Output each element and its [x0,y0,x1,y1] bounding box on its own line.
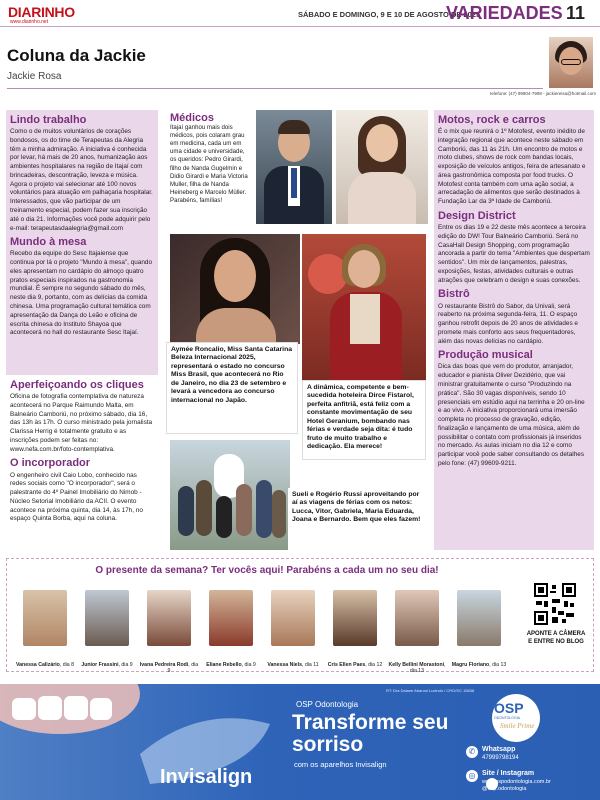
article-medicos: Itajaí ganhou mais dois médicos, pois colaram grau em medicina, cada um em uma cidade e universidade, os queridos: Pedro Girardi, filho de Nanda Gugelmin e Didio Girardi e Maria Victoria Muller, filha de Nanda Heineberg e Marcelo Müller. Parabéns, famílias! [170,124,248,204]
photo-aymee-roncalio [170,234,300,344]
person-photo [333,590,377,646]
headline-bistro: Bistrô [438,288,470,301]
person-photo [85,590,129,646]
article-mundo-a-mesa: Recebo da equipe do Sesc Itajaiense que continua por lá o projeto "Mundo à mesa", quando eles apresentam no cardápio do almoço quatro pratos especiais inspirados na gastronomia mundial. É sempre no segundo sábado do mês, neste dia 9, portanto, com as delícias da comida chinesa. Uma programação cultural temática com apresentação da Dança do Leão e oficina de escrita chinesa do Instituto Shayoa que acontecerá no hall do restaurante Sesc Itajaí. [10,250,153,337]
person-name: Cris Ellen Paes, dia 12 [327,662,383,668]
person-photo [457,590,501,646]
article-bistro: O restaurante Bistrô do Sabor, da Univali, será reaberto na próxima segunda-feira, 11. O espaço ganhou retrofit depois de 20 anos de atividades e promete mais conforto aos seus frequentadores, além das novas delícias no cardápio. [438,302,578,345]
ad-logo-sub: ODONTOLOGIA [494,716,520,720]
headline-aperfeicoando: Aperfeiçoando os cliques [10,379,144,391]
ad-logo: OSP [494,700,524,716]
ad-subtitle: com os aparelhos Invisalign [294,760,387,769]
headline-medicos: Médicos [170,112,215,124]
article-incorporador: O engenheiro civil Caio Lobo, conhecido nas redes sociais como "O incorporador", será o palestrante do 4º Painel Imobiliário do Nimob - Núcleo Setorial Imobiliário da ACII. O evento acontece na próxima quinta, dia 14, às 17h, no espaço Quinta Borba, aqui na coluna. [10,471,143,523]
person-name: Vanessa Niels, dia 11 [267,662,319,668]
globe-icon: ◎ [466,770,478,782]
person-name: Junior Frassini, dia 9 [81,662,133,668]
headline-mundo-a-mesa: Mundo à mesa [10,236,87,249]
ad-brand: OSP Odontologia [296,700,359,709]
medicos-column [166,108,254,228]
person-photo [271,590,315,646]
headline-design: Design District [438,209,516,222]
person-name: Kelly Bellini Morastoni, dia 13 [388,662,446,675]
column-contact: telefone: (47) 99904-7998 - jackiereisa@hotmail.com [490,91,596,96]
article-design: Entre os dias 19 e 22 deste mês acontece a terceira edição do DW! Tour Balneário Camboriú. Será no CasaHall Design Shopping, com programação ancorada a partir do tema "Ambientes que despertam sentidos". Um mix de lançamentos, palestras, exposições, festas, atividades culturais e outras atrações que celebram o design e suas conexões. [438,224,590,284]
person-photo [23,590,67,646]
newspaper-logo[interactable]: DIARINHO [8,4,75,20]
whatsapp-number[interactable]: 47999798194 [482,755,519,761]
left-lower-column [6,375,158,555]
photo-russi-family [170,440,290,550]
column-title: Coluna da Jackie [7,46,146,65]
page-header [0,0,600,27]
qr-instruction: APONTE A CÂMERA E ENTRE NO BLOG [526,631,586,645]
edition-date: SÁBADO E DOMINGO, 9 E 10 DE AGOSTO DE 2025 [298,10,481,19]
birthday-banner [6,558,594,675]
headline-lindo-trabalho: Lindo trabalho [10,114,87,126]
birthday-title: O presente da semana? Ter vocês aqui! Parabéns a cada um no seu dia! [95,565,439,576]
ad-product: Invisalign [160,766,253,788]
caption-aymee: Aymée Roncalio, Miss Santa Catarina Beleza Internacional 2025, representará o estado no concurso Miss Brasil, que acontecerá no Rio de Janeiro, no dia 23 de setembro e levará a vencedora ao concurso internacional no Japão. [166,342,298,434]
caption-sueli: Sueli e Rogério Russi aproveitando por aí as viagens de férias com os netos: Lucca, Vitor, Gabriela, Maria Eduarda, Joana e Bernardo. Bem que eles fazem! [288,488,426,550]
birthday-person [139,590,199,675]
person-name: Magru Floriano, dia 13 [451,662,507,668]
birthday-person [388,590,446,675]
person-photo [395,590,439,646]
headline-producao: Produção musical [438,349,533,362]
photo-maria-victoria [336,110,428,224]
article-producao: Dica das boas que vem do produtor, arranjador, educador e pianista Oliver Dezidério, que vai ministrar gratuitamente o curso "Produzindo na prática". São 30 vagas disponíveis, sendo 10 presenciais em estúdio aqui na terrinha e 20 on-line e ao vivo. A iniciativa proporcionará uma imersão completa no processo de gravação, edição, finalização e lançamento de uma música, além de possibilitar o contato com profissionais já inseridos no mercado. As aulas iniciam no dia 12 e como participar você pode saber consultando os detalhes pelo fone: (47) 99609-9211. [438,363,585,467]
birthday-person [327,590,383,668]
article-aperfeicoando: Oficina de fotografia contemplativa de natureza acontecerá no Parque Raimundo Malta, em Balneário Camboriú, no próximo sábado, dia 16, das 13h às 17h. O curso ministrado pela jornalista Clarissa Herrig é totalmente gratuito e as inscrições podem ser feitas no: www.nefa.com.br/foto-contemplativa. [10,393,153,453]
invisalign-ad[interactable] [0,684,600,800]
headline-motos: Motos, rock e carros [438,114,546,126]
ad-headline-2: sorriso [292,733,364,756]
person-name: Ivana Pedreira Rodi, dia 9 [139,662,199,675]
birthday-person [16,590,74,668]
author-avatar [549,37,593,88]
person-photo [147,590,191,646]
newspaper-url: www.diarinho.net [10,19,49,25]
birthday-person [81,590,133,668]
site-url[interactable]: www.ospodontologia.com.br [482,779,551,785]
page-number: 11 [566,3,586,23]
whatsapp-label: Whatsapp [482,746,516,753]
birthday-person [206,590,256,668]
whatsapp-icon: ✆ [466,746,478,758]
article-motos: É o mix que reunirá o 1º Motofest, evento inédito de integração regional que acontece neste sábado em Camboriú, das 11 às 21h. Um encontro de motos e moto clubes, shows de rock com bandas locais, exposição de veículos antigos, feira de artesanato e área gastronômica composta por food trucks. O Motofest conta também com uma ação social, a arrecadação de alimentos que serão destinados à Fundação Lar da 3ª Idade de Camboriú. [438,128,586,206]
photo-pedro-girardi [256,110,332,224]
ad-logo-script: Smile Prime [500,722,535,730]
ad-headline-1: Transforme seu [292,711,449,734]
divider [7,88,543,89]
person-photo [209,590,253,646]
instagram-handle[interactable]: @osp.odontologia [482,786,527,792]
article-lindo-trabalho: Como o de muitos voluntários de corações bondosos, os do time de Terapeutas da Alegria têm a minha admiração. A iniciativa é conhecida por levar, há mais de 20 anos, humanização aos ambientes hospitalares na região de Itajaí com brincadeiras, descontração, leveza e música. Agora o projeto vai selecionar até 100 novos voluntários para atuação em palhaçaria hospitalar. Interessados, que vão participar de um treinamento especial, podem fazer sua inscrição até o dia 21. Informações você pode adquirir pelo e-mail: terapeutasdaalegria@gmail.com [10,128,153,232]
site-label: Site / Instagram [482,770,535,777]
photo-dirce-fistarol [302,234,426,384]
birthday-person [267,590,319,668]
ad-rt-note: RT: Dra Daiane Abaroni Lucindo / CRO/SC 15838 [386,688,475,693]
column-author: Jackie Rosa [7,71,62,82]
section-title: VARIEDADES [446,3,563,23]
caption-dirce: A dinâmica, competente e bem-sucedida hoteleira Dirce Fistarol, perfeita anfitriã, está feliz com a constante movimentação de seu Hotel Geranium, bombando nas férias e verdade seja dita: é tudo fruto de muito trabalho e dedicação. Ela merece! [302,380,426,460]
qr-code-icon[interactable] [534,583,576,625]
birthday-person [451,590,507,668]
person-name: Vanessa Calizário, dia 8 [16,662,74,668]
headline-incorporador: O incorporador [10,457,91,470]
person-name: Eliane Rebello, dia 9 [206,662,256,668]
right-column [434,110,594,550]
